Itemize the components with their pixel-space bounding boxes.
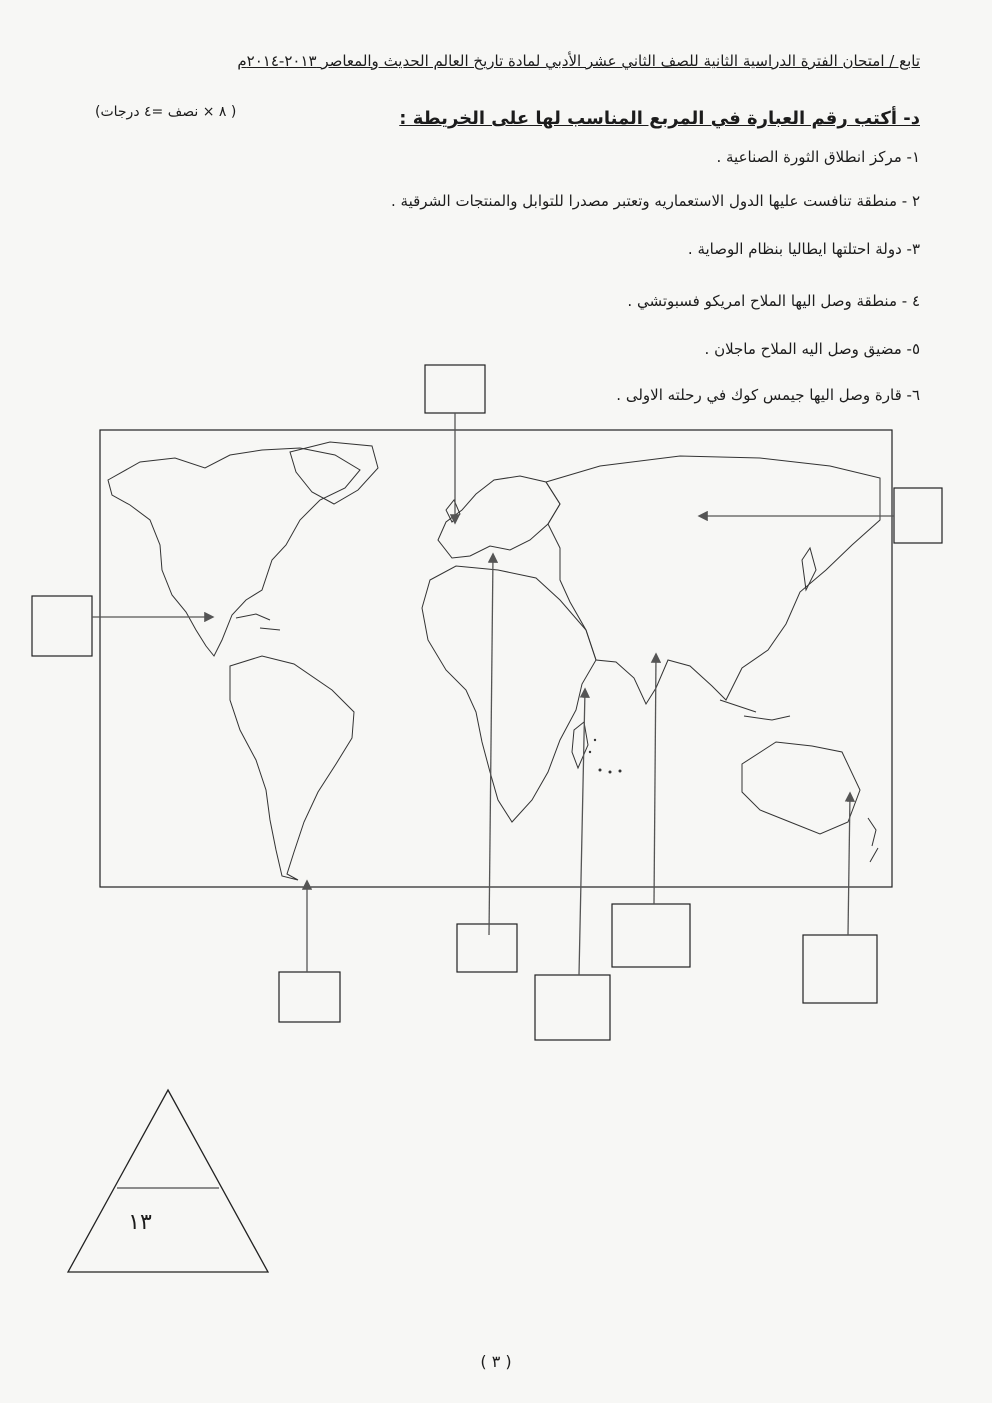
answer-box-central-america[interactable] <box>32 596 92 656</box>
question-item-2: ٢ - منطقة تنافست عليها الدول الاستعماريه وتعتبر مصدرا للتوابل والمنتجات الشرقية . <box>391 192 920 210</box>
answer-box-europe[interactable] <box>425 365 485 413</box>
madagascar-outline <box>572 722 588 768</box>
greenland-outline <box>290 442 378 504</box>
north-america-outline <box>108 448 360 656</box>
exam-header: تابع / امتحان الفترة الدراسية الثانية للصف الثاني عشر الأدبي لمادة تاريخ العالم الحديث والمعاصر ٢٠١٣-٢٠١٤م <box>237 52 920 70</box>
island-dots <box>589 739 622 774</box>
triangle-grade-number: ١٣ <box>128 1210 152 1235</box>
answer-box-south-america[interactable] <box>279 972 340 1022</box>
caribbean-outline <box>236 614 280 630</box>
japan-outline <box>802 548 816 590</box>
british-isles-outline <box>446 500 460 522</box>
answer-box-mediterranean[interactable] <box>457 924 517 972</box>
answer-box-india[interactable] <box>612 904 690 967</box>
question-item-5: ٥- مضيق وصل اليه الملاح ماجلان . <box>704 340 920 358</box>
australia-outline <box>742 742 860 834</box>
arrow-mediterranean <box>489 555 493 935</box>
south-america-outline <box>230 656 354 880</box>
indonesia-outline <box>720 700 790 720</box>
new-zealand-outline <box>868 818 878 862</box>
section-title: د- أكتب رقم العبارة في المربع المناسب لها على الخريطة : <box>399 108 920 129</box>
question-item-1: ١- مركز انطلاق الثورة الصناعية . <box>716 148 920 166</box>
grade-triangle <box>68 1090 268 1272</box>
arrow-india <box>654 655 656 904</box>
question-item-3: ٣- دولة احتلتها ايطاليا بنظام الوصاية . <box>687 240 920 258</box>
page-number: ( ٣ ) <box>480 1352 512 1371</box>
asia-outline <box>546 456 880 704</box>
question-item-6: ٦- قارة وصل اليها جيمس كوك في رحلته الاولى . <box>616 386 920 404</box>
question-item-4: ٤ - منطقة وصل اليها الملاح امريكو فسبوتشي . <box>627 292 920 310</box>
world-map-outline <box>108 442 880 880</box>
arrow-australia <box>848 794 850 935</box>
answer-box-australia[interactable] <box>803 935 877 1003</box>
answer-box-asia[interactable] <box>894 488 942 543</box>
arrow-east-africa <box>579 690 585 975</box>
africa-outline <box>422 566 596 822</box>
map-frame <box>100 430 892 887</box>
answer-box-east-africa[interactable] <box>535 975 610 1040</box>
marks-note: ( ٨ × نصف =٤ درجات) <box>95 104 237 120</box>
